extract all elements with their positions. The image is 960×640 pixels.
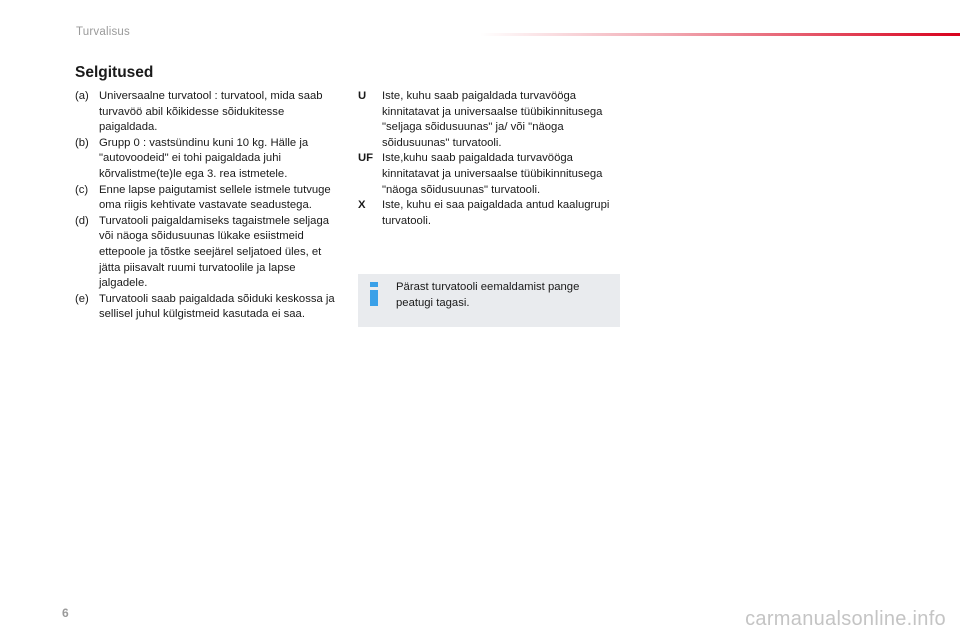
legend-text: Grupp 0 : vastsündinu kuni 10 kg. Hälle ja "autovoodeid" ei tohi paigaldada juhi kõrvalistme(te)le ega 3. rea istmetele. [99,136,309,180]
legend-marker: (e) [75,292,89,305]
legend-text: Turvatooli saab paigaldada sõiduki keskossa ja sellisel juhul külgistmeid kasutada ei saa. [99,292,335,321]
legend-text: Iste,kuhu saab paigaldada turvavööga kinnitatavat ja universaalse tüübikinnitusega "näoga sõidusuunas" turvatooli. [382,152,603,196]
legend-item-x [358,198,623,229]
legend-text: Iste, kuhu ei saa paigaldada antud kaalugrupi turvatooli. [382,199,610,227]
legend-marker: X [358,199,366,212]
legend-marker: (a) [75,90,89,102]
legend-text: Iste, kuhu saab paigaldada turvavööga kinnitatavat ja universaalse tüübikinnitusega "seljaga sõidusuunas" ja/ või "näoga sõidusuunas" turvatooli. [382,90,603,149]
header-rule [480,33,960,36]
page-heading: Selgitused [75,64,154,81]
legend-item-u [358,89,623,151]
info-icon [369,282,379,306]
page-number: 6 [62,606,69,620]
legend-text: Enne lapse paigutamist sellele istmele tutvuge oma riigis kehtivate vastavate seadustega. [99,183,331,212]
legend-marker: (b) [75,136,89,149]
legend-text: Turvatooli paigaldamiseks tagaistmele seljaga või näoga sõidusuunas lükake esiistmeid ettepoole ja tõstke seejärel seljatoed üles, et jätta piisavalt ruumi turvatoolile ja lapse jalgadele. [99,214,330,290]
info-note-box [358,274,620,327]
info-note-text: Pärast turvatooli eemaldamist pange peatugi tagasi. [396,281,580,309]
legend-marker: (c) [75,183,89,196]
legend-item-d [75,214,340,292]
watermark: carmanualsonline.info [745,608,946,630]
legend-marker: U [358,90,367,102]
legend-text: Universaalne turvatool : turvatool, mida saab turvavöö abil kõikidesse sõidukitesse paigaldada. [99,90,323,134]
legend-item-a [75,89,340,136]
legend-item-b [75,136,340,183]
section-title: Turvalisus [76,26,130,38]
legend-marker: (d) [75,214,89,227]
legend-right-column [358,89,623,229]
legend-item-uf [358,151,623,198]
legend-item-e [75,292,340,323]
legend-left-column [75,89,340,323]
legend-item-c [75,183,340,214]
legend-marker: UF [358,152,374,165]
